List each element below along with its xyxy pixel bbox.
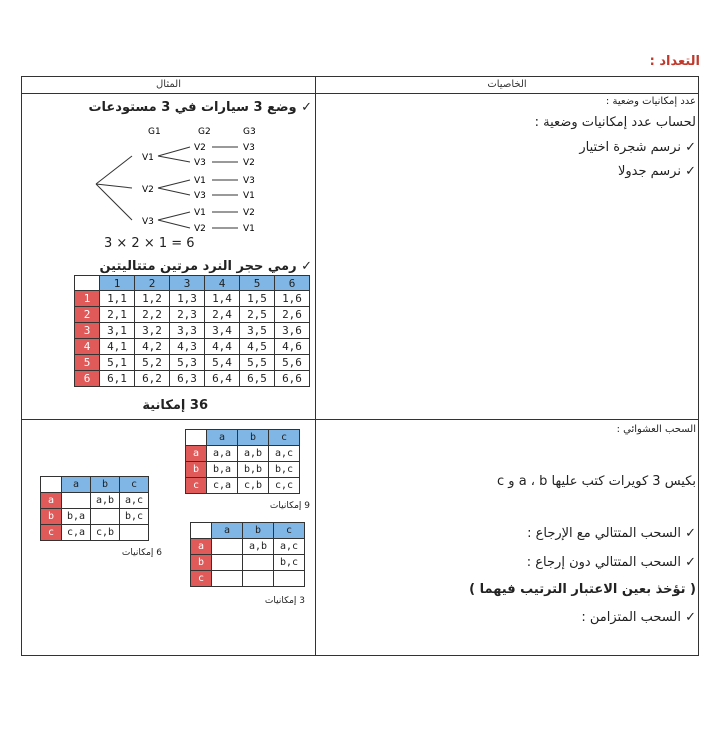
dice-table	[74, 275, 310, 387]
dice-col-header: 2	[135, 276, 170, 291]
section-title: التعداد :	[649, 54, 700, 69]
garage-label: G2	[198, 127, 211, 137]
tree-node: V1	[243, 191, 255, 201]
dice-col-header: 4	[205, 276, 240, 291]
table-col-header: a	[207, 430, 238, 446]
header-divider	[21, 93, 699, 94]
tree-node: V3	[194, 191, 206, 201]
dice-cell: 1,1	[100, 291, 135, 307]
table-cell: b,b	[238, 462, 269, 478]
counting-heading: عدد إمكانيات وضعية :	[605, 96, 696, 107]
dice-cell: 6,3	[170, 371, 205, 387]
table-col-header: c	[274, 523, 305, 539]
tree-node: V2	[243, 158, 255, 168]
dice-cell: 3,6	[275, 323, 310, 339]
table-cell	[212, 539, 243, 555]
table-row-header: c	[186, 478, 207, 494]
draw-without-replacement: ✓ السحب المتتالي دون إرجاع :	[526, 555, 696, 570]
table-without-label: 6 إمكانيات	[121, 548, 162, 558]
table-cell: c,a	[207, 478, 238, 494]
table-col-header: b	[238, 430, 269, 446]
table-row-header: a	[186, 446, 207, 462]
dice-corner	[75, 276, 100, 291]
table-cell: b,c	[269, 462, 300, 478]
tree-node: V1	[194, 176, 206, 186]
table-cell: a,c	[120, 493, 149, 509]
table-cell	[120, 525, 149, 541]
table-row-header: b	[186, 462, 207, 478]
dice-cell: 6,1	[100, 371, 135, 387]
table-col-header: a	[212, 523, 243, 539]
table-cell: a,b	[243, 539, 274, 555]
dice-cell: 6,6	[275, 371, 310, 387]
table-cell	[91, 509, 120, 525]
table-cell	[212, 555, 243, 571]
table-col-header: a	[62, 477, 91, 493]
dice-cell: 3,2	[135, 323, 170, 339]
table-cell: b,c	[120, 509, 149, 525]
dice-cell: 3,4	[205, 323, 240, 339]
table-cell	[62, 493, 91, 509]
cars-formula: 3 × 2 × 1 = 6	[104, 236, 195, 251]
dice-col-header: 5	[240, 276, 275, 291]
dice-row-header: 5	[75, 355, 100, 371]
dice-col-header: 6	[275, 276, 310, 291]
table-col-header: b	[91, 477, 120, 493]
dice-cell: 4,2	[135, 339, 170, 355]
dice-cell: 4,1	[100, 339, 135, 355]
table-corner	[186, 430, 207, 446]
dice-cell: 4,3	[170, 339, 205, 355]
table-with-label: 9 إمكانيات	[269, 501, 310, 511]
draw-bag: بكيس 3 كويرات كتب عليها a ، b و c	[497, 474, 696, 489]
dice-cell: 5,6	[275, 355, 310, 371]
dice-cell: 2,5	[240, 307, 275, 323]
dice-cell: 5,5	[240, 355, 275, 371]
table-cell	[274, 571, 305, 587]
table-simultaneous	[190, 522, 305, 587]
tree-node: V1	[243, 224, 255, 234]
dice-cell: 4,6	[275, 339, 310, 355]
dice-cell: 2,3	[170, 307, 205, 323]
dice-cell: 1,5	[240, 291, 275, 307]
counting-table-item: ✓ نرسم جدولا	[617, 164, 696, 179]
dice-cell: 1,3	[170, 291, 205, 307]
table-row-header: a	[41, 493, 62, 509]
dice-cell: 5,4	[205, 355, 240, 371]
dice-col-header: 1	[100, 276, 135, 291]
dice-cell: 2,6	[275, 307, 310, 323]
tree-node: V1	[194, 208, 206, 218]
tree-node: V2	[194, 224, 206, 234]
dice-cell: 6,4	[205, 371, 240, 387]
dice-cell: 4,5	[240, 339, 275, 355]
dice-row-header: 4	[75, 339, 100, 355]
dice-cell: 2,1	[100, 307, 135, 323]
table-cell	[243, 555, 274, 571]
dice-cell: 2,2	[135, 307, 170, 323]
dice-cell: 1,2	[135, 291, 170, 307]
dice-cell: 5,2	[135, 355, 170, 371]
tree-node-v1: V1	[142, 153, 154, 163]
tree-node: V2	[194, 143, 206, 153]
table-cell: c,b	[91, 525, 120, 541]
table-row-header: a	[191, 539, 212, 555]
dice-cell: 6,5	[240, 371, 275, 387]
garage-label: G1	[148, 127, 161, 137]
header-properties: الخاصيات	[487, 79, 527, 90]
table-cell: a,b	[238, 446, 269, 462]
table-cell: c,c	[269, 478, 300, 494]
dice-col-header: 3	[170, 276, 205, 291]
column-divider	[315, 76, 316, 656]
dice-row-header: 6	[75, 371, 100, 387]
tree-node-v2: V2	[142, 185, 154, 195]
table-cell: b,c	[274, 555, 305, 571]
tree-node: V3	[243, 176, 255, 186]
table-cell: c,a	[62, 525, 91, 541]
table-col-header: c	[269, 430, 300, 446]
cars-title: ✓ وضع 3 سيارات في 3 مستودعات	[88, 100, 312, 115]
table-row-header: b	[191, 555, 212, 571]
cars-tree-diagram	[90, 122, 290, 240]
dice-row-header: 2	[75, 307, 100, 323]
dice-cell: 3,3	[170, 323, 205, 339]
table-with-replacement	[185, 429, 300, 494]
table-cell: c,b	[238, 478, 269, 494]
dice-title: ✓ رمي حجر النرد مرتين متتاليتين	[99, 259, 312, 274]
dice-cell: 6,2	[135, 371, 170, 387]
garage-label: G3	[243, 127, 256, 137]
table-cell	[212, 571, 243, 587]
dice-cell: 1,6	[275, 291, 310, 307]
draw-with-replacement: ✓ السحب المتتالي مع الإرجاع :	[527, 526, 696, 541]
dice-cell: 2,4	[205, 307, 240, 323]
counting-line1: لحساب عدد إمكانيات وضعية :	[534, 115, 696, 130]
table-simultaneous-label: 3 إمكانيات	[264, 596, 305, 606]
table-col-header: c	[120, 477, 149, 493]
table-corner	[41, 477, 62, 493]
dice-result: 36 إمكانية	[142, 398, 208, 413]
tree-node: V2	[243, 208, 255, 218]
dice-cell: 3,5	[240, 323, 275, 339]
dice-cell: 1,4	[205, 291, 240, 307]
row-divider	[21, 419, 699, 420]
table-cell: a,a	[207, 446, 238, 462]
table-cell: a,b	[91, 493, 120, 509]
table-cell	[243, 571, 274, 587]
table-cell: b,a	[62, 509, 91, 525]
draw-note: ( تؤخذ بعين الاعتبار الترتيب فيهما )	[469, 582, 696, 597]
draw-heading: السحب العشوائي :	[616, 424, 696, 435]
dice-cell: 3,1	[100, 323, 135, 339]
tree-node: V3	[194, 158, 206, 168]
tree-node-v3: V3	[142, 217, 154, 227]
draw-simultaneous: ✓ السحب المتزامن :	[581, 610, 696, 625]
header-example: المثال	[156, 79, 181, 90]
dice-cell: 5,3	[170, 355, 205, 371]
dice-row-header: 3	[75, 323, 100, 339]
table-row-header: c	[41, 525, 62, 541]
counting-tree-item: ✓ نرسم شجرة اختيار	[579, 140, 696, 155]
table-cell: a,c	[269, 446, 300, 462]
table-cell: a,c	[274, 539, 305, 555]
table-row-header: c	[191, 571, 212, 587]
dice-cell: 5,1	[100, 355, 135, 371]
table-without-replacement	[40, 476, 149, 541]
table-cell: b,a	[207, 462, 238, 478]
dice-row-header: 1	[75, 291, 100, 307]
tree-node: V3	[243, 143, 255, 153]
table-row-header: b	[41, 509, 62, 525]
dice-cell: 4,4	[205, 339, 240, 355]
table-col-header: b	[243, 523, 274, 539]
table-corner	[191, 523, 212, 539]
